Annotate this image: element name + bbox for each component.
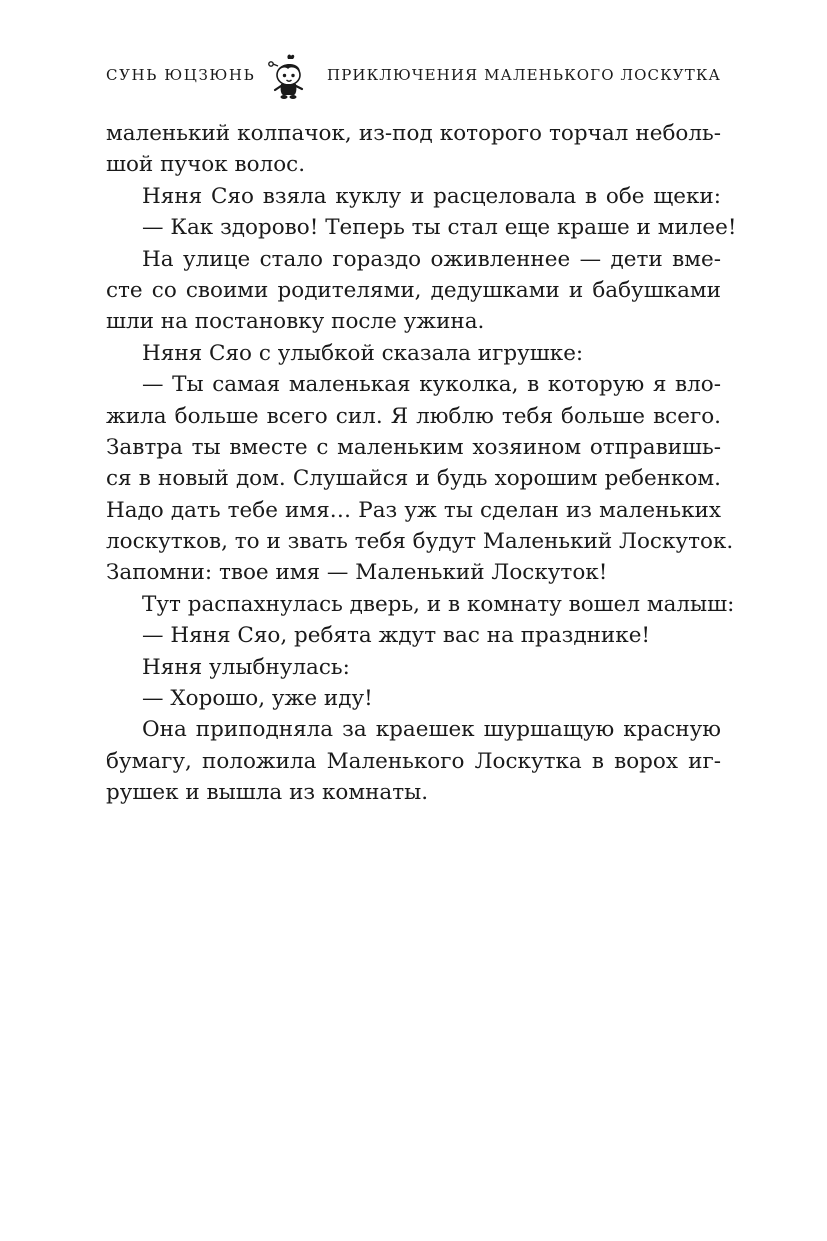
text-line: На улице стало гораздо оживленнее — дети вме-: [142, 246, 721, 272]
text-line: сте со своими родителями, дедушками и бабушками: [106, 277, 721, 303]
text-line: маленький колпачок, из-под которого торчал неболь-: [106, 121, 721, 146]
text-line: рушек и вышла из комнаты.: [106, 780, 429, 806]
text-line: — Няня Сяо, ребята ждут вас на празднике!: [142, 623, 651, 649]
running-header: [106, 52, 721, 102]
header-book-title: ПРИКЛЮЧЕНИЯ МАЛЕНЬКОГО ЛОСКУТКА: [327, 66, 721, 84]
text-line: Надо дать тебе имя… Раз уж ты сделан из маленьких: [106, 497, 721, 523]
text-line: Тут распахнулась дверь, и в комнату вошел малыш:: [142, 591, 735, 617]
text-line: Няня Сяо с улыбкой сказала игрушке:: [142, 340, 584, 366]
text-line: Запомни: твое имя — Маленький Лоскуток!: [106, 560, 608, 586]
text-line: — Хорошо, уже иду!: [142, 686, 373, 712]
header-author: СУНЬ ЮЦЗЮНЬ: [106, 66, 256, 84]
text-line: ся в новый дом. Слушайся и будь хорошим ребенком.: [106, 466, 721, 492]
text-line: Няня улыбнулась:: [142, 654, 350, 680]
text-line: — Как здорово! Теперь ты стал еще краше и милее!: [142, 215, 737, 241]
text-line: Она приподняла за краешек шуршащую красную: [142, 717, 721, 743]
body-text: [106, 118, 737, 809]
text-line: шой пучок волос.: [106, 152, 306, 178]
text-line: жила больше всего сил. Я люблю тебя больше всего.: [106, 403, 721, 429]
text-line: Няня Сяо взяла куклу и расцеловала в обе щеки:: [142, 183, 721, 209]
text-line: бумагу, положила Маленького Лоскутка в ворох иг-: [106, 748, 721, 774]
mascot-doll-icon: [266, 52, 310, 100]
text-line: Завтра ты вместе с маленьким хозяином отправишь-: [106, 434, 721, 460]
text-line: — Ты самая маленькая куколка, в которую я вло-: [142, 372, 721, 398]
text-line: шли на постановку после ужина.: [106, 309, 485, 335]
text-line: лоскутков, то и звать тебя будут Маленький Лоскуток.: [106, 529, 734, 555]
